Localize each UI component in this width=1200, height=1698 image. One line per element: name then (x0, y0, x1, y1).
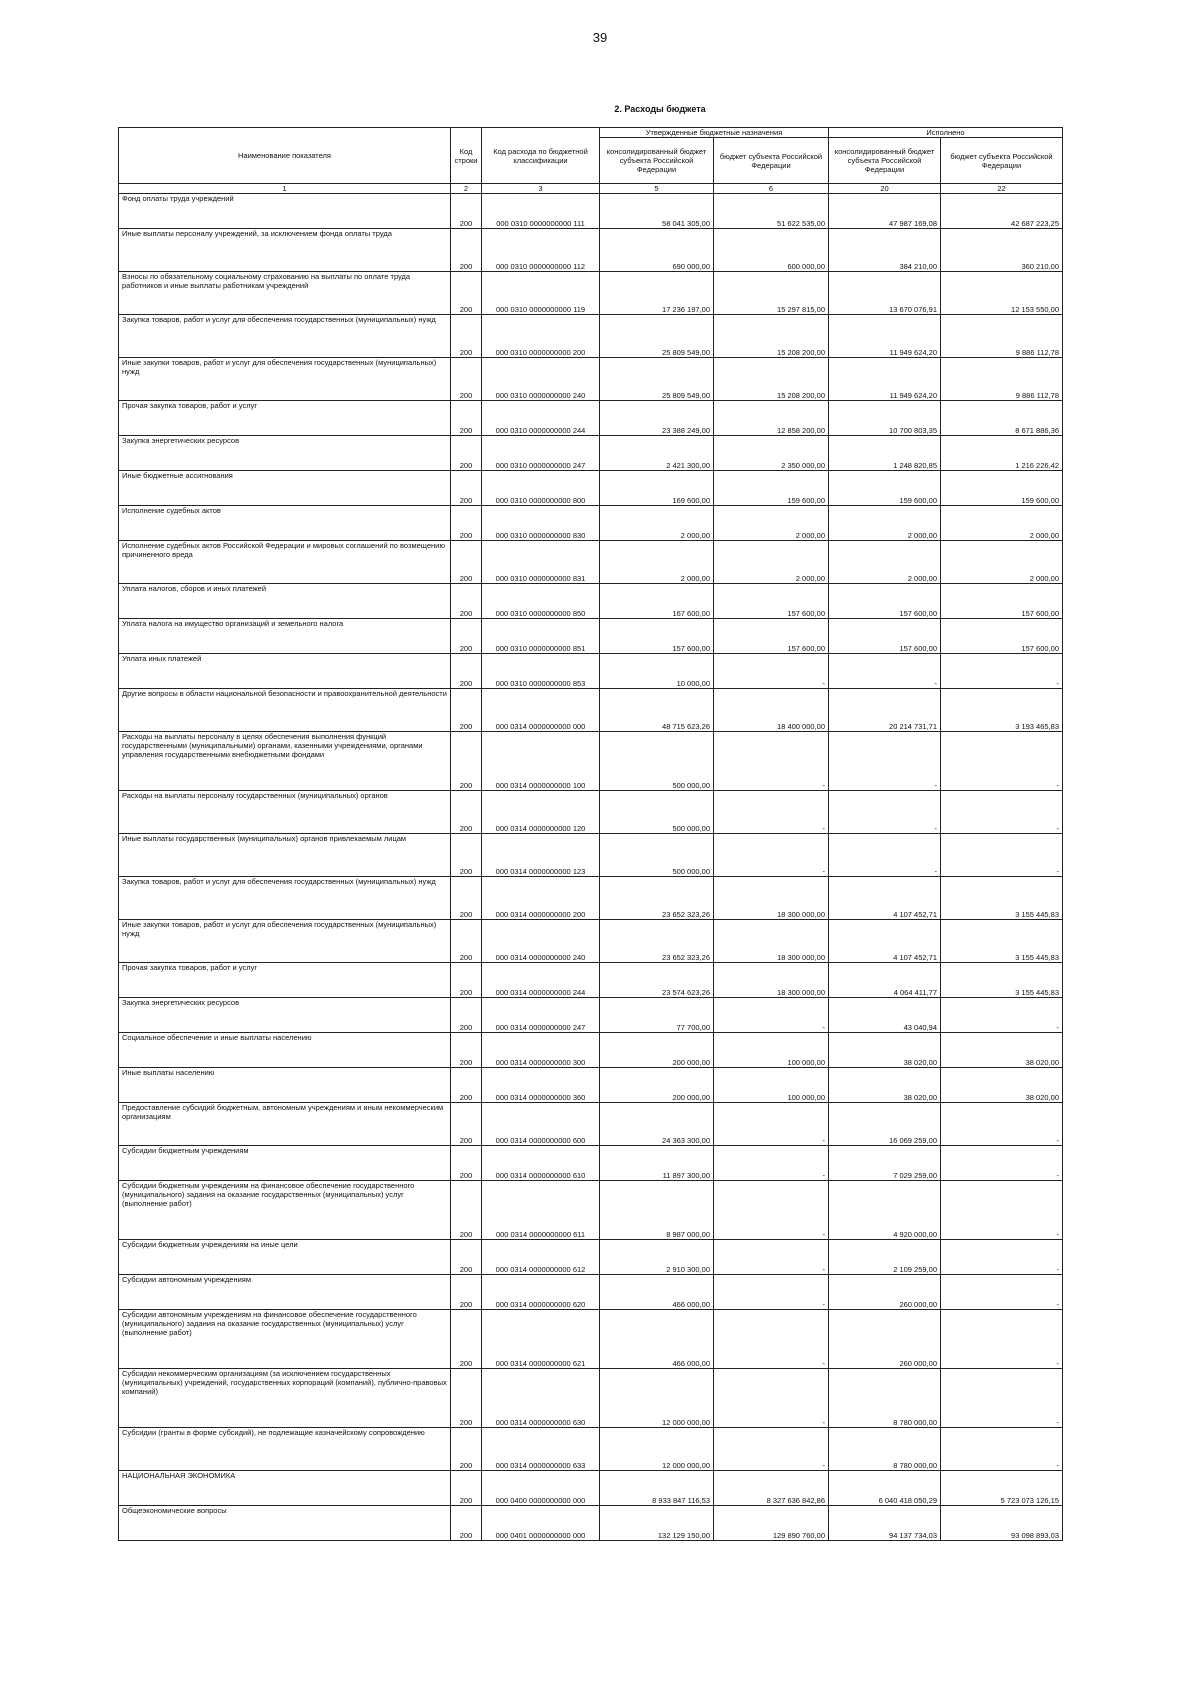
table-row (119, 1146, 1063, 1181)
row-classification: 000 0314 0000000000 612 (482, 1240, 600, 1275)
row-code: 200 (451, 654, 482, 689)
row-executed-consolidated: - (829, 791, 941, 834)
row-approved-subject: 18 300 000,00 (714, 920, 829, 963)
row-classification: 000 0314 0000000000 244 (482, 963, 600, 998)
row-approved-consolidated: 8 987 000,00 (600, 1181, 714, 1240)
row-executed-subject: - (941, 1275, 1063, 1310)
row-approved-subject: 15 208 200,00 (714, 315, 829, 358)
table-row (119, 732, 1063, 791)
row-executed-subject: - (941, 1103, 1063, 1146)
row-name: Иные выплаты персоналу учреждений, за исключением фонда оплаты труда (119, 229, 451, 272)
row-approved-consolidated: 77 700,00 (600, 998, 714, 1033)
row-name: Закупка энергетических ресурсов (119, 436, 451, 471)
row-executed-subject: 38 020,00 (941, 1033, 1063, 1068)
row-code: 200 (451, 358, 482, 401)
row-classification: 000 0314 0000000000 000 (482, 689, 600, 732)
row-classification: 000 0310 0000000000 240 (482, 358, 600, 401)
row-executed-subject: 3 193 465,83 (941, 689, 1063, 732)
table-row (119, 998, 1063, 1033)
row-classification: 000 0314 0000000000 123 (482, 834, 600, 877)
header-code: Код строки (451, 128, 482, 184)
row-classification: 000 0310 0000000000 850 (482, 584, 600, 619)
header-name: Наименование показателя (119, 128, 451, 184)
row-executed-subject: 3 155 445,83 (941, 877, 1063, 920)
row-name: Уплата иных платежей (119, 654, 451, 689)
row-executed-subject: - (941, 998, 1063, 1033)
row-approved-subject: - (714, 1369, 829, 1428)
row-code: 200 (451, 1275, 482, 1310)
row-executed-consolidated: 1 248 820,85 (829, 436, 941, 471)
row-approved-consolidated: 23 652 323,26 (600, 920, 714, 963)
row-code: 200 (451, 194, 482, 229)
table-row (119, 1240, 1063, 1275)
row-approved-consolidated: 200 000,00 (600, 1033, 714, 1068)
row-approved-consolidated: 11 897 300,00 (600, 1146, 714, 1181)
row-name: Субсидии (гранты в форме субсидий), не подлежащие казначейскому сопровождению (119, 1428, 451, 1471)
row-name: Фонд оплаты труда учреждений (119, 194, 451, 229)
row-executed-subject: - (941, 654, 1063, 689)
row-executed-subject: 8 671 886,36 (941, 401, 1063, 436)
row-classification: 000 0310 0000000000 247 (482, 436, 600, 471)
row-name: Закупка товаров, работ и услуг для обеспечения государственных (муниципальных) нужд (119, 877, 451, 920)
row-name: Субсидии автономным учреждениям (119, 1275, 451, 1310)
row-name: Иные выплаты государственных (муниципальных) органов привлекаемым лицам (119, 834, 451, 877)
row-approved-consolidated: 8 933 847 116,53 (600, 1471, 714, 1506)
table-row (119, 963, 1063, 998)
row-approved-subject: - (714, 1181, 829, 1240)
row-name: Прочая закупка товаров, работ и услуг (119, 963, 451, 998)
header-executed-subject: бюджет субъекта Российской Федерации (941, 138, 1063, 184)
row-code: 200 (451, 541, 482, 584)
row-name: Закупка энергетических ресурсов (119, 998, 451, 1033)
row-approved-subject: - (714, 732, 829, 791)
row-name: Субсидии бюджетным учреждениям на финансовое обеспечение государственного (муниципального) задания на оказание государственных (муниципальных) услуг (выполнение работ) (119, 1181, 451, 1240)
table-row (119, 436, 1063, 471)
table-row (119, 315, 1063, 358)
row-approved-subject: - (714, 998, 829, 1033)
row-name: Субсидии бюджетным учреждениям на иные цели (119, 1240, 451, 1275)
row-code: 200 (451, 1181, 482, 1240)
row-approved-subject: 129 890 760,00 (714, 1506, 829, 1541)
row-name: Иные закупки товаров, работ и услуг для обеспечения государственных (муниципальных) нужд (119, 358, 451, 401)
row-classification: 000 0314 0000000000 360 (482, 1068, 600, 1103)
row-executed-subject: 157 600,00 (941, 584, 1063, 619)
row-classification: 000 0314 0000000000 633 (482, 1428, 600, 1471)
row-code: 200 (451, 272, 482, 315)
row-executed-consolidated: 4 920 000,00 (829, 1181, 941, 1240)
row-approved-consolidated: 58 041 305,00 (600, 194, 714, 229)
row-approved-subject: - (714, 834, 829, 877)
row-executed-consolidated: 6 040 418 050,29 (829, 1471, 941, 1506)
row-code: 200 (451, 1471, 482, 1506)
row-executed-consolidated: 43 040,94 (829, 998, 941, 1033)
row-approved-consolidated: 2 000,00 (600, 506, 714, 541)
row-executed-consolidated: 16 069 259,00 (829, 1103, 941, 1146)
row-approved-subject: 100 000,00 (714, 1033, 829, 1068)
row-executed-consolidated: 94 137 734,03 (829, 1506, 941, 1541)
row-approved-subject: 15 208 200,00 (714, 358, 829, 401)
row-approved-consolidated: 2 000,00 (600, 541, 714, 584)
row-approved-consolidated: 690 000,00 (600, 229, 714, 272)
row-approved-consolidated: 500 000,00 (600, 791, 714, 834)
row-classification: 000 0310 0000000000 851 (482, 619, 600, 654)
row-executed-consolidated: 260 000,00 (829, 1275, 941, 1310)
table-row (119, 1369, 1063, 1428)
row-approved-consolidated: 466 000,00 (600, 1275, 714, 1310)
row-approved-subject: 8 327 636 842,86 (714, 1471, 829, 1506)
table-row (119, 541, 1063, 584)
budget-expenses-table (118, 127, 1063, 1541)
row-approved-consolidated: 23 388 249,00 (600, 401, 714, 436)
row-code: 200 (451, 315, 482, 358)
row-executed-subject: 42 687 223,25 (941, 194, 1063, 229)
page-number: 39 (592, 30, 608, 45)
row-executed-subject: - (941, 791, 1063, 834)
row-executed-consolidated: - (829, 654, 941, 689)
row-code: 200 (451, 1369, 482, 1428)
row-approved-subject: 100 000,00 (714, 1068, 829, 1103)
table-row (119, 584, 1063, 619)
table-row (119, 229, 1063, 272)
row-approved-consolidated: 25 809 549,00 (600, 358, 714, 401)
row-executed-consolidated: 2 000,00 (829, 541, 941, 584)
row-code: 200 (451, 791, 482, 834)
row-name: Исполнение судебных актов Российской Федерации и мировых соглашений по возмещению причиненного вреда (119, 541, 451, 584)
row-executed-consolidated: - (829, 834, 941, 877)
row-approved-subject: 18 400 000,00 (714, 689, 829, 732)
row-executed-subject: 38 020,00 (941, 1068, 1063, 1103)
row-code: 200 (451, 1068, 482, 1103)
row-code: 200 (451, 689, 482, 732)
row-approved-subject: 600 000,00 (714, 229, 829, 272)
row-executed-subject: - (941, 1369, 1063, 1428)
table-row (119, 1428, 1063, 1471)
row-classification: 000 0400 0000000000 000 (482, 1471, 600, 1506)
row-executed-consolidated: 260 000,00 (829, 1310, 941, 1369)
row-classification: 000 0314 0000000000 610 (482, 1146, 600, 1181)
row-executed-subject: - (941, 1181, 1063, 1240)
row-approved-subject: 15 297 815,00 (714, 272, 829, 315)
row-classification: 000 0314 0000000000 611 (482, 1181, 600, 1240)
row-executed-consolidated: 20 214 731,71 (829, 689, 941, 732)
row-name: Иные выплаты населению (119, 1068, 451, 1103)
row-code: 200 (451, 1146, 482, 1181)
row-classification: 000 0401 0000000000 000 (482, 1506, 600, 1541)
row-classification: 000 0310 0000000000 830 (482, 506, 600, 541)
row-executed-consolidated: 4 107 452,71 (829, 920, 941, 963)
row-name: Субсидии автономным учреждениям на финансовое обеспечение государственного (муниципального) задания на оказание государственных (муниципальных) услуг (выполнение работ) (119, 1310, 451, 1369)
row-executed-subject: - (941, 1240, 1063, 1275)
col-number: 22 (941, 184, 1063, 194)
row-executed-subject: 3 155 445,83 (941, 963, 1063, 998)
table-row (119, 689, 1063, 732)
row-approved-consolidated: 48 715 623,26 (600, 689, 714, 732)
row-approved-consolidated: 500 000,00 (600, 834, 714, 877)
row-approved-subject: - (714, 1146, 829, 1181)
row-approved-consolidated: 2 421 300,00 (600, 436, 714, 471)
header-approved-consolidated: консолидированный бюджет субъекта Российской Федерации (600, 138, 714, 184)
table-row (119, 1103, 1063, 1146)
row-approved-consolidated: 200 000,00 (600, 1068, 714, 1103)
row-code: 200 (451, 436, 482, 471)
row-executed-consolidated: 38 020,00 (829, 1068, 941, 1103)
row-approved-consolidated: 25 809 549,00 (600, 315, 714, 358)
row-approved-consolidated: 12 000 000,00 (600, 1369, 714, 1428)
row-executed-consolidated: 159 600,00 (829, 471, 941, 506)
row-approved-subject: - (714, 791, 829, 834)
row-approved-consolidated: 2 910 300,00 (600, 1240, 714, 1275)
row-name: Субсидии некоммерческим организациям (за исключением государственных (муниципальных) учреждений, государственных корпораций (компаний), публично-правовых компаний) (119, 1369, 451, 1428)
row-code: 200 (451, 584, 482, 619)
table-row (119, 471, 1063, 506)
row-code: 200 (451, 1033, 482, 1068)
row-name: Субсидии бюджетным учреждениям (119, 1146, 451, 1181)
table-row (119, 1068, 1063, 1103)
row-executed-subject: 2 000,00 (941, 506, 1063, 541)
table-row (119, 791, 1063, 834)
table-row (119, 1275, 1063, 1310)
row-name: Другие вопросы в области национальной безопасности и правоохранительной деятельности (119, 689, 451, 732)
row-code: 200 (451, 1310, 482, 1369)
table-row (119, 1181, 1063, 1240)
row-executed-subject: 157 600,00 (941, 619, 1063, 654)
row-name: НАЦИОНАЛЬНАЯ ЭКОНОМИКА (119, 1471, 451, 1506)
table-row (119, 1310, 1063, 1369)
row-name: Закупка товаров, работ и услуг для обеспечения государственных (муниципальных) нужд (119, 315, 451, 358)
row-approved-subject: 2 000,00 (714, 506, 829, 541)
row-executed-subject: 9 886 112,78 (941, 358, 1063, 401)
col-number: 1 (119, 184, 451, 194)
col-number: 6 (714, 184, 829, 194)
row-name: Уплата налога на имущество организаций и земельного налога (119, 619, 451, 654)
table-row (119, 401, 1063, 436)
row-code: 200 (451, 998, 482, 1033)
section-title: 2. Расходы бюджета (614, 104, 706, 114)
row-executed-consolidated: 38 020,00 (829, 1033, 941, 1068)
header-approved-group: Утвержденные бюджетные назначения (600, 128, 829, 138)
row-executed-subject: - (941, 1146, 1063, 1181)
row-classification: 000 0310 0000000000 831 (482, 541, 600, 584)
row-approved-consolidated: 500 000,00 (600, 732, 714, 791)
table-row (119, 619, 1063, 654)
row-approved-consolidated: 466 000,00 (600, 1310, 714, 1369)
col-number: 5 (600, 184, 714, 194)
row-executed-subject: 5 723 073 126,15 (941, 1471, 1063, 1506)
row-classification: 000 0310 0000000000 244 (482, 401, 600, 436)
row-approved-consolidated: 23 574 623,26 (600, 963, 714, 998)
row-approved-subject: 18 300 000,00 (714, 963, 829, 998)
table-body (119, 194, 1063, 1541)
row-classification: 000 0314 0000000000 620 (482, 1275, 600, 1310)
row-classification: 000 0310 0000000000 800 (482, 471, 600, 506)
row-executed-consolidated: 4 107 452,71 (829, 877, 941, 920)
table-row (119, 194, 1063, 229)
row-code: 200 (451, 401, 482, 436)
row-classification: 000 0314 0000000000 100 (482, 732, 600, 791)
row-code: 200 (451, 1428, 482, 1471)
col-number: 2 (451, 184, 482, 194)
row-executed-consolidated: 11 949 624,20 (829, 315, 941, 358)
row-name: Расходы на выплаты персоналу в целях обеспечения выполнения функций государственными (муниципальными) органами, казенными учреждениями, органами управления государственными внебюджетными фондами (119, 732, 451, 791)
table-row (119, 1506, 1063, 1541)
row-executed-consolidated: 2 109 259,00 (829, 1240, 941, 1275)
row-name: Исполнение судебных актов (119, 506, 451, 541)
table-row (119, 1033, 1063, 1068)
row-classification: 000 0314 0000000000 247 (482, 998, 600, 1033)
row-approved-consolidated: 132 129 150,00 (600, 1506, 714, 1541)
row-approved-consolidated: 24 363 300,00 (600, 1103, 714, 1146)
row-code: 200 (451, 1506, 482, 1541)
row-approved-consolidated: 10 000,00 (600, 654, 714, 689)
row-code: 200 (451, 1103, 482, 1146)
table-row (119, 506, 1063, 541)
table-row (119, 358, 1063, 401)
row-approved-subject: 12 858 200,00 (714, 401, 829, 436)
row-code: 200 (451, 619, 482, 654)
header-approved-subject: бюджет субъекта Российской Федерации (714, 138, 829, 184)
row-code: 200 (451, 471, 482, 506)
row-name: Иные бюджетные ассигнования (119, 471, 451, 506)
row-code: 200 (451, 732, 482, 791)
row-code: 200 (451, 963, 482, 998)
row-executed-consolidated: 4 064 411,77 (829, 963, 941, 998)
row-executed-consolidated: 13 670 076,91 (829, 272, 941, 315)
row-approved-subject: - (714, 1310, 829, 1369)
row-executed-subject: 1 216 226,42 (941, 436, 1063, 471)
row-executed-subject: 159 600,00 (941, 471, 1063, 506)
row-approved-subject: 51 622 535,00 (714, 194, 829, 229)
row-executed-consolidated: 7 029 259,00 (829, 1146, 941, 1181)
row-classification: 000 0314 0000000000 621 (482, 1310, 600, 1369)
row-approved-consolidated: 17 236 197,00 (600, 272, 714, 315)
row-classification: 000 0310 0000000000 112 (482, 229, 600, 272)
row-executed-consolidated: 47 987 169,08 (829, 194, 941, 229)
row-approved-subject: - (714, 1428, 829, 1471)
row-executed-subject: - (941, 732, 1063, 791)
row-approved-consolidated: 157 600,00 (600, 619, 714, 654)
row-approved-consolidated: 12 000 000,00 (600, 1428, 714, 1471)
row-executed-consolidated: 8 780 000,00 (829, 1428, 941, 1471)
table-row (119, 1471, 1063, 1506)
row-name: Уплата налогов, сборов и иных платежей (119, 584, 451, 619)
row-approved-consolidated: 167 600,00 (600, 584, 714, 619)
header-classification: Код расхода по бюджетной классификации (482, 128, 600, 184)
row-classification: 000 0314 0000000000 120 (482, 791, 600, 834)
row-classification: 000 0310 0000000000 853 (482, 654, 600, 689)
row-name: Иные закупки товаров, работ и услуг для обеспечения государственных (муниципальных) нужд (119, 920, 451, 963)
row-executed-consolidated: 157 600,00 (829, 584, 941, 619)
row-executed-subject: - (941, 1310, 1063, 1369)
col-number: 3 (482, 184, 600, 194)
row-executed-subject: 9 886 112,78 (941, 315, 1063, 358)
row-executed-subject: 2 000,00 (941, 541, 1063, 584)
row-approved-consolidated: 169 600,00 (600, 471, 714, 506)
row-classification: 000 0310 0000000000 119 (482, 272, 600, 315)
row-approved-subject: 18 300 000,00 (714, 877, 829, 920)
row-name: Расходы на выплаты персоналу государственных (муниципальных) органов (119, 791, 451, 834)
table-row (119, 654, 1063, 689)
row-approved-subject: 2 000,00 (714, 541, 829, 584)
row-executed-consolidated: 2 000,00 (829, 506, 941, 541)
row-code: 200 (451, 229, 482, 272)
row-name: Предоставление субсидий бюджетным, автономным учреждениям и иным некоммерческим организациям (119, 1103, 451, 1146)
row-name: Социальное обеспечение и иные выплаты населению (119, 1033, 451, 1068)
row-approved-subject: - (714, 1275, 829, 1310)
table-row (119, 834, 1063, 877)
row-executed-consolidated: 10 700 803,35 (829, 401, 941, 436)
row-classification: 000 0314 0000000000 240 (482, 920, 600, 963)
row-classification: 000 0310 0000000000 200 (482, 315, 600, 358)
row-executed-subject: - (941, 1428, 1063, 1471)
row-classification: 000 0314 0000000000 630 (482, 1369, 600, 1428)
row-approved-subject: - (714, 654, 829, 689)
header-executed-group: Исполнено (829, 128, 1063, 138)
row-approved-subject: 157 600,00 (714, 584, 829, 619)
row-approved-subject: - (714, 1240, 829, 1275)
row-executed-subject: 360 210,00 (941, 229, 1063, 272)
row-approved-consolidated: 23 652 323,26 (600, 877, 714, 920)
row-approved-subject: - (714, 1103, 829, 1146)
row-name: Общеэкономические вопросы (119, 1506, 451, 1541)
table-row (119, 877, 1063, 920)
row-code: 200 (451, 920, 482, 963)
row-executed-consolidated: 157 600,00 (829, 619, 941, 654)
col-number: 20 (829, 184, 941, 194)
row-approved-subject: 2 350 000,00 (714, 436, 829, 471)
row-approved-subject: 157 600,00 (714, 619, 829, 654)
row-name: Прочая закупка товаров, работ и услуг (119, 401, 451, 436)
row-executed-subject: 12 153 550,00 (941, 272, 1063, 315)
row-code: 200 (451, 877, 482, 920)
row-executed-subject: 93 098 893,03 (941, 1506, 1063, 1541)
row-executed-consolidated: - (829, 732, 941, 791)
table-row (119, 920, 1063, 963)
row-name: Взносы по обязательному социальному страхованию на выплаты по оплате труда работников и иные выплаты работникам учреждений (119, 272, 451, 315)
row-code: 200 (451, 1240, 482, 1275)
row-classification: 000 0310 0000000000 111 (482, 194, 600, 229)
row-code: 200 (451, 506, 482, 541)
header-executed-consolidated: консолидированный бюджет субъекта Российской Федерации (829, 138, 941, 184)
row-approved-subject: 159 600,00 (714, 471, 829, 506)
row-executed-consolidated: 384 210,00 (829, 229, 941, 272)
row-executed-subject: 3 155 445,83 (941, 920, 1063, 963)
table-row (119, 272, 1063, 315)
row-classification: 000 0314 0000000000 300 (482, 1033, 600, 1068)
row-classification: 000 0314 0000000000 200 (482, 877, 600, 920)
row-executed-consolidated: 11 949 624,20 (829, 358, 941, 401)
row-executed-consolidated: 8 780 000,00 (829, 1369, 941, 1428)
row-executed-subject: - (941, 834, 1063, 877)
row-classification: 000 0314 0000000000 600 (482, 1103, 600, 1146)
row-code: 200 (451, 834, 482, 877)
